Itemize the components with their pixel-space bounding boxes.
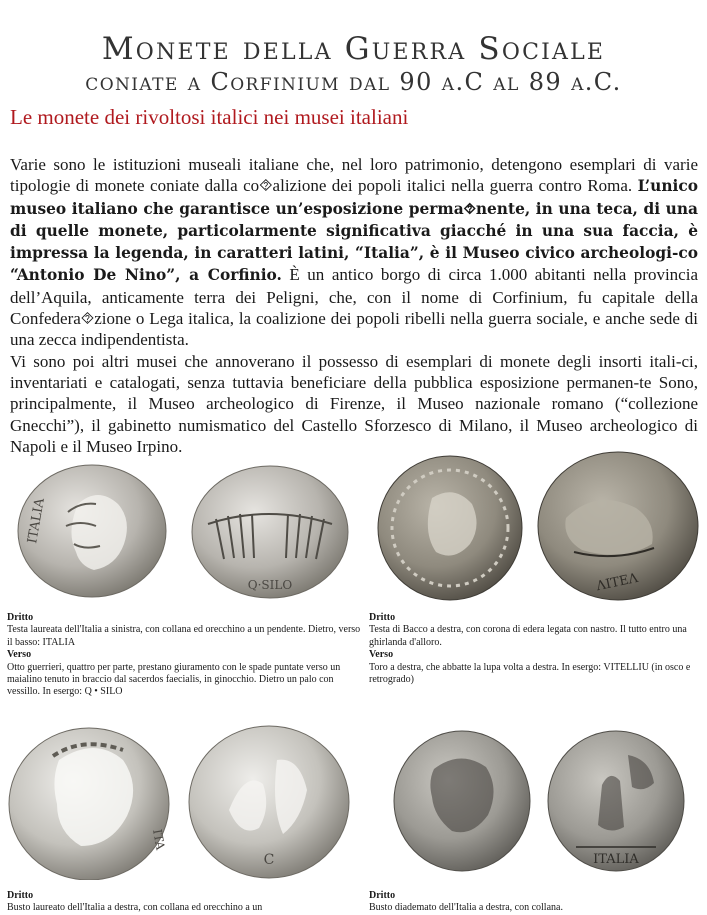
coin-1-photo: [8, 464, 353, 602]
coin-2-obverse-heading: Dritto: [369, 612, 396, 623]
coin-2-caption: [369, 612, 699, 686]
coin-3-reverse-legend: C: [263, 852, 275, 868]
coin-4-caption: [369, 890, 699, 915]
coin-4-obverse-heading: Dritto: [369, 890, 396, 901]
coin-2-photo: [370, 448, 700, 603]
coin-4-photo: [388, 725, 688, 875]
coin-3-obverse-legend: ITA: [150, 828, 168, 851]
coin-1-caption: [7, 612, 364, 699]
coin-2-reverse-text: Toro a destra, che abbatte la lupa volta a destra. In esergo: VITELLIU (in osco e retrogrado): [369, 661, 691, 686]
coin-1-obverse-legend: ITALIA: [25, 497, 48, 545]
coin-1-reverse-heading: Verso: [7, 649, 32, 661]
coin-2-obverse-text: Testa di Bacco a destra, con corona di edera legata con nastro. Il tutto entro una ghirlanda d'alloro.: [369, 624, 687, 648]
page-subtitle: Le monete dei rivoltosi italici nei musei italiani: [10, 105, 409, 129]
coin-1-obverse-text: Testa laureata dell'Italia a sinistra, con collana ed orecchino a un pendente. Dietro, verso il basso: ITALIA: [7, 624, 361, 648]
coin-1-reverse-text: Otto guerrieri, quattro per parte, prestano giuramento con le spade puntate verso un maialino tenuto in braccio dal sacerdos faecialis, in ginocchio. Dietro un palo con vessillo. In esergo: Q • SILO: [7, 661, 341, 698]
paragraph-2: Vi sono poi altri musei che annoverano il possesso di esemplari di monete degli insorti itali-ci, inventariati e catalogati, senza tuttavia beneficiare della pubblica esposizione permanen-te Sono, principalmente, il Museo archeologico di Firenze, il Museo nazionale romano (“collezione Gnecchi”), il gabinetto numismatico del Castello Sforzesco di Milano, il Museo archeologico di Napoli e il Museo Irpino.: [10, 351, 698, 456]
paragraph-1: Varie sono le istituzioni museali italiane che, nel loro patrimonio, detengono esemplari di varie tipologie di monete coniate dalla co⯑alizione dei popoli italici nella guerra contro Roma. L’unico museo italiano che garantisce un’esposizione perma⯑nente, in una teca, di una di quelle monete, particolarmente significativa giacché in una sua faccia, è impressa la legenda, in caratteri latini, “Italia”, è il Museo civico archeologi-co “Antonio De Nino”, a Corfinio. È un antico borgo di circa 1.000 abitanti nella provincia dell’Aquila, anticamente terra dei Peligni, che, con il nome di Corfinium, fu capitale della Confedera⯑zione o Lega italica, la coalizione dei popoli ribelli nella guerra sociale, e anche sede di una zecca indipendentista.: [10, 155, 698, 350]
coin-1-obverse-heading: Dritto: [7, 612, 34, 623]
coin-2-reverse-heading: Verso: [369, 649, 394, 661]
coin-4-reverse-legend: ITALIA: [593, 852, 639, 867]
coin-4-obverse-text: Busto diademato dell'Italia a destra, con collana.: [369, 902, 563, 914]
coin-3-obverse-heading: Dritto: [7, 890, 34, 901]
page-title: Monete della Guerra Sociale: [101, 31, 606, 67]
coin-3-caption: [7, 890, 364, 915]
article-body: [10, 154, 698, 457]
coin-3-photo: [7, 720, 352, 880]
paragraph-1-bold: L’unico museo italiano che garantisce un’esposizione perma⯑nente, in una teca, di una di quelle monete, particolarmente significativa giacché in una sua faccia, è impressa la legenda, in caratteri latini, “Italia”, è il Museo civico archeologi-co “Antonio De Nino”, a Corfinio.: [10, 177, 698, 285]
coin-3-obverse-text: Busto laureato dell'Italia a destra, con collana ed orecchino a un: [7, 902, 263, 914]
coin-1-reverse-legend: Q·SILO: [247, 578, 293, 592]
page-title-line2: coniate a Corfinium dal 90 a.C al 89 a.C.: [85, 68, 622, 96]
coin-2-reverse-legend: ΛΙΤΕΛ: [595, 570, 640, 595]
